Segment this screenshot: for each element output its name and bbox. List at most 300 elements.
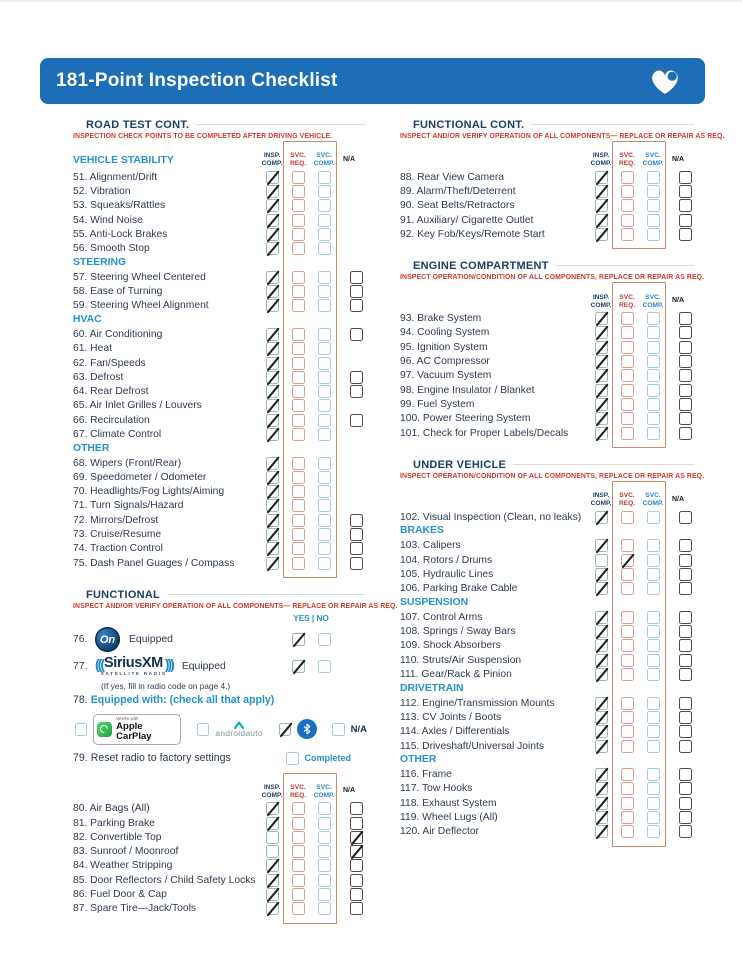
svc-req-checkbox[interactable]: [292, 428, 305, 441]
svc-req-checkbox[interactable]: [621, 582, 634, 595]
checklist-row: [73, 270, 367, 284]
svc-comp-checkbox[interactable]: [318, 845, 331, 858]
insp-comp-checkbox[interactable]: [266, 802, 279, 815]
svc-comp-checkbox[interactable]: [647, 611, 660, 624]
svc-comp-checkbox[interactable]: [318, 171, 331, 184]
svc-req-checkbox[interactable]: [292, 185, 305, 198]
insp-comp-checkbox[interactable]: [595, 171, 608, 184]
svc-comp-checkbox[interactable]: [318, 328, 331, 341]
insp-comp-checkbox[interactable]: [595, 412, 608, 425]
svc-req-checkbox[interactable]: [621, 398, 634, 411]
svc-req-checkbox[interactable]: [292, 485, 305, 498]
insp-comp-checkbox[interactable]: [595, 625, 608, 638]
insp-comp-checkbox[interactable]: [266, 874, 279, 887]
insp-comp-checkbox[interactable]: [266, 514, 279, 527]
svc-comp-checkbox[interactable]: [318, 357, 331, 370]
svc-req-checkbox[interactable]: [292, 371, 305, 384]
insp-comp-checkbox[interactable]: [595, 797, 608, 810]
cell-req: [285, 385, 311, 398]
cell-comp: [311, 285, 337, 298]
insp-comp-checkbox[interactable]: [595, 740, 608, 753]
na-checkbox[interactable]: [679, 511, 692, 524]
svc-comp-checkbox[interactable]: [647, 725, 660, 738]
insp-comp-checkbox[interactable]: [266, 888, 279, 901]
svc-req-checkbox[interactable]: [292, 357, 305, 370]
item-label: 61. Heat: [73, 343, 112, 355]
svc-req-checkbox[interactable]: [621, 199, 634, 212]
insp-comp-checkbox[interactable]: [266, 528, 279, 541]
na-checkbox[interactable]: [350, 831, 363, 844]
svc-req-checkbox[interactable]: [292, 831, 305, 844]
svc-req-checkbox[interactable]: [292, 399, 305, 412]
na-checkbox[interactable]: [679, 398, 692, 411]
svc-comp-checkbox[interactable]: [647, 384, 660, 397]
insp-comp-checkbox[interactable]: [266, 271, 279, 284]
equipment-options-row: [75, 714, 367, 745]
svc-req-checkbox[interactable]: [621, 511, 634, 524]
svc-comp-checkbox[interactable]: [318, 831, 331, 844]
na-checkbox[interactable]: [350, 874, 363, 887]
na-checkbox[interactable]: [679, 639, 692, 652]
svc-comp-checkbox[interactable]: [318, 414, 331, 427]
na-checkbox[interactable]: [679, 711, 692, 724]
insp-comp-checkbox[interactable]: [266, 171, 279, 184]
svc-comp-checkbox[interactable]: [647, 639, 660, 652]
insp-comp-checkbox[interactable]: [595, 398, 608, 411]
cell-na: [666, 711, 696, 724]
insp-comp-checkbox[interactable]: [266, 371, 279, 384]
svc-comp-checkbox[interactable]: [647, 185, 660, 198]
na-checkbox[interactable]: [350, 845, 363, 858]
cell-insp: [259, 457, 285, 470]
cell-comp: [311, 485, 337, 498]
cell-na: [337, 285, 367, 298]
item-label: 73. Cruise/Resume: [73, 529, 162, 541]
checklist-row: [73, 170, 367, 184]
svc-comp-checkbox[interactable]: [647, 214, 660, 227]
svc-req-checkbox[interactable]: [621, 740, 634, 753]
insp-comp-checkbox[interactable]: [595, 639, 608, 652]
svc-comp-checkbox[interactable]: [647, 697, 660, 710]
na-checkbox[interactable]: [679, 811, 692, 824]
column-header-insp: INSP. COMP.: [590, 293, 612, 309]
na-checkbox[interactable]: [679, 825, 692, 838]
cell-na: [666, 825, 696, 838]
insp-comp-checkbox[interactable]: [595, 768, 608, 781]
svc-comp-checkbox[interactable]: [318, 874, 331, 887]
na-checkbox[interactable]: [679, 199, 692, 212]
svc-req-checkbox[interactable]: [621, 412, 634, 425]
svc-req-checkbox[interactable]: [621, 654, 634, 667]
na-checkbox[interactable]: [679, 782, 692, 795]
svc-req-checkbox[interactable]: [621, 797, 634, 810]
svc-comp-checkbox[interactable]: [647, 797, 660, 810]
insp-comp-checkbox[interactable]: [595, 654, 608, 667]
insp-comp-checkbox[interactable]: [595, 668, 608, 681]
svc-comp-checkbox[interactable]: [318, 371, 331, 384]
svc-comp-checkbox[interactable]: [647, 312, 660, 325]
svc-req-checkbox[interactable]: [292, 902, 305, 915]
svc-comp-checkbox[interactable]: [318, 514, 331, 527]
insp-comp-checkbox[interactable]: [266, 845, 279, 858]
svc-comp-checkbox[interactable]: [647, 228, 660, 241]
svc-req-checkbox[interactable]: [292, 888, 305, 901]
svc-comp-checkbox[interactable]: [647, 539, 660, 552]
svc-comp-checkbox[interactable]: [318, 185, 331, 198]
svc-req-checkbox[interactable]: [292, 342, 305, 355]
cell-req: [285, 299, 311, 312]
svc-comp-checkbox[interactable]: [647, 654, 660, 667]
svc-req-checkbox[interactable]: [292, 514, 305, 527]
checklist-row: [73, 184, 367, 198]
na-checkbox[interactable]: [350, 371, 363, 384]
na-checkbox[interactable]: [679, 668, 692, 681]
svc-comp-checkbox[interactable]: [318, 888, 331, 901]
svc-req-checkbox[interactable]: [621, 725, 634, 738]
svc-comp-checkbox[interactable]: [647, 341, 660, 354]
insp-comp-checkbox[interactable]: [595, 539, 608, 552]
na-checkbox[interactable]: [679, 355, 692, 368]
insp-comp-checkbox[interactable]: [266, 471, 279, 484]
svc-comp-checkbox[interactable]: [647, 171, 660, 184]
svc-comp-checkbox[interactable]: [318, 342, 331, 355]
cell-na: [666, 199, 696, 212]
insp-comp-checkbox[interactable]: [595, 511, 608, 524]
insp-comp-checkbox[interactable]: [266, 228, 279, 241]
checklist-row: [73, 299, 367, 313]
svc-comp-checkbox[interactable]: [318, 802, 331, 815]
na-checkbox[interactable]: [679, 341, 692, 354]
svc-req-checkbox[interactable]: [292, 542, 305, 555]
na-checkbox[interactable]: [679, 214, 692, 227]
na-checkbox[interactable]: [350, 528, 363, 541]
svc-comp-checkbox[interactable]: [318, 299, 331, 312]
insp-comp-checkbox[interactable]: [266, 342, 279, 355]
insp-comp-checkbox[interactable]: [266, 299, 279, 312]
insp-comp-checkbox[interactable]: [266, 557, 279, 570]
na-checkbox[interactable]: [350, 888, 363, 901]
svc-req-checkbox[interactable]: [292, 299, 305, 312]
cell-comp: [640, 554, 666, 567]
na-checkbox[interactable]: [679, 582, 692, 595]
svc-comp-checkbox[interactable]: [647, 825, 660, 838]
svc-comp-checkbox[interactable]: [647, 782, 660, 795]
svc-comp-checkbox[interactable]: [647, 355, 660, 368]
na-checkbox[interactable]: [350, 514, 363, 527]
insp-comp-checkbox[interactable]: [595, 825, 608, 838]
insp-comp-checkbox[interactable]: [595, 384, 608, 397]
section-subtitle: INSPECT OPERATION/CONDITION OF ALL COMPONENTS, REPLACE OR REPAIR AS REQ.: [400, 473, 705, 481]
na-checkbox[interactable]: [679, 654, 692, 667]
na-checkbox[interactable]: [679, 369, 692, 382]
na-checkbox[interactable]: [350, 414, 363, 427]
na-checkbox[interactable]: [679, 768, 692, 781]
svc-req-checkbox[interactable]: [292, 328, 305, 341]
svc-req-checkbox[interactable]: [292, 499, 305, 512]
svc-req-checkbox[interactable]: [292, 817, 305, 830]
svc-comp-checkbox[interactable]: [318, 214, 331, 227]
na-checkbox[interactable]: [679, 625, 692, 638]
insp-comp-checkbox[interactable]: [595, 697, 608, 710]
checklist-row: [400, 553, 696, 567]
insp-comp-checkbox[interactable]: [595, 199, 608, 212]
cell-req: [285, 888, 311, 901]
na-checkbox[interactable]: [679, 326, 692, 339]
insp-comp-checkbox[interactable]: [595, 582, 608, 595]
cell-na: [666, 611, 696, 624]
completed-label: Completed: [304, 753, 351, 764]
insp-comp-checkbox[interactable]: [266, 214, 279, 227]
yes-checkbox[interactable]: [292, 660, 305, 673]
insp-comp-checkbox[interactable]: [595, 611, 608, 624]
na-checkbox[interactable]: [350, 817, 363, 830]
svc-req-checkbox[interactable]: [621, 825, 634, 838]
svc-comp-checkbox[interactable]: [318, 242, 331, 255]
na-checkbox[interactable]: [679, 554, 692, 567]
svc-req-checkbox[interactable]: [292, 171, 305, 184]
svc-comp-checkbox[interactable]: [318, 457, 331, 470]
na-option-label: N/A: [350, 723, 367, 735]
svc-comp-checkbox[interactable]: [647, 582, 660, 595]
na-checkbox[interactable]: [350, 859, 363, 872]
na-checkbox[interactable]: [679, 740, 692, 753]
svc-req-checkbox[interactable]: [621, 228, 634, 241]
group-heading: SUSPENSION: [400, 596, 469, 608]
insp-comp-checkbox[interactable]: [266, 485, 279, 498]
na-checkbox[interactable]: [332, 723, 344, 736]
insp-comp-checkbox[interactable]: [595, 185, 608, 198]
svc-req-checkbox[interactable]: [292, 271, 305, 284]
svc-req-checkbox[interactable]: [621, 384, 634, 397]
engine-rows: [400, 283, 696, 448]
na-checkbox[interactable]: [679, 412, 692, 425]
column-header-insp: INSP. COMP.: [261, 152, 283, 168]
na-checkbox[interactable]: [679, 185, 692, 198]
svc-req-checkbox[interactable]: [621, 427, 634, 440]
svc-comp-checkbox[interactable]: [318, 385, 331, 398]
svc-comp-checkbox[interactable]: [318, 528, 331, 541]
svc-req-checkbox[interactable]: [621, 711, 634, 724]
na-checkbox[interactable]: [679, 171, 692, 184]
na-checkbox[interactable]: [350, 328, 363, 341]
svc-req-checkbox[interactable]: [621, 171, 634, 184]
na-checkbox[interactable]: [350, 299, 363, 312]
svc-comp-checkbox[interactable]: [318, 399, 331, 412]
svc-req-checkbox[interactable]: [292, 228, 305, 241]
no-checkbox[interactable]: [318, 633, 331, 646]
na-checkbox[interactable]: [350, 557, 363, 570]
insp-comp-checkbox[interactable]: [595, 341, 608, 354]
na-checkbox[interactable]: [350, 902, 363, 915]
cell-na: [666, 185, 696, 198]
insp-comp-checkbox[interactable]: [266, 859, 279, 872]
cell-comp: [311, 371, 337, 384]
svc-req-checkbox[interactable]: [621, 625, 634, 638]
svc-comp-checkbox[interactable]: [647, 740, 660, 753]
section-subtitle: INSPECT OPERATION/CONDITION OF ALL COMPONENTS, REPLACE OR REPAIR AS REQ.: [400, 274, 705, 282]
cell-req: [285, 342, 311, 355]
completed-checkbox[interactable]: [286, 752, 299, 765]
na-checkbox[interactable]: [679, 697, 692, 710]
insp-comp-checkbox[interactable]: [595, 711, 608, 724]
androidauto-checkbox[interactable]: [197, 723, 209, 736]
na-checkbox[interactable]: [679, 797, 692, 810]
checklist-row: [73, 241, 367, 255]
svc-req-checkbox[interactable]: [292, 199, 305, 212]
insp-comp-checkbox[interactable]: [266, 414, 279, 427]
svc-comp-checkbox[interactable]: [647, 625, 660, 638]
insp-comp-checkbox[interactable]: [266, 457, 279, 470]
svc-comp-checkbox[interactable]: [318, 542, 331, 555]
svc-comp-checkbox[interactable]: [647, 412, 660, 425]
insp-comp-checkbox[interactable]: [266, 902, 279, 915]
insp-comp-checkbox[interactable]: [595, 811, 608, 824]
svc-comp-checkbox[interactable]: [318, 902, 331, 915]
svc-req-checkbox[interactable]: [621, 639, 634, 652]
svc-comp-checkbox[interactable]: [318, 285, 331, 298]
svc-req-checkbox[interactable]: [621, 611, 634, 624]
svc-comp-checkbox[interactable]: [647, 326, 660, 339]
svc-comp-checkbox[interactable]: [647, 768, 660, 781]
svc-comp-checkbox[interactable]: [647, 398, 660, 411]
svc-comp-checkbox[interactable]: [318, 485, 331, 498]
insp-comp-checkbox[interactable]: [595, 326, 608, 339]
svc-req-checkbox[interactable]: [292, 557, 305, 570]
svc-req-checkbox[interactable]: [621, 782, 634, 795]
svc-comp-checkbox[interactable]: [647, 668, 660, 681]
insp-comp-checkbox[interactable]: [266, 499, 279, 512]
svc-req-checkbox[interactable]: [292, 528, 305, 541]
svc-req-checkbox[interactable]: [621, 568, 634, 581]
svc-comp-checkbox[interactable]: [647, 199, 660, 212]
insp-comp-checkbox[interactable]: [266, 285, 279, 298]
na-checkbox[interactable]: [679, 568, 692, 581]
insp-comp-checkbox[interactable]: [266, 385, 279, 398]
na-checkbox[interactable]: [679, 228, 692, 241]
svc-req-checkbox[interactable]: [292, 414, 305, 427]
insp-comp-checkbox[interactable]: [595, 427, 608, 440]
na-checkbox[interactable]: [679, 539, 692, 552]
svc-req-checkbox[interactable]: [621, 312, 634, 325]
svc-comp-checkbox[interactable]: [647, 511, 660, 524]
cell-insp: [259, 299, 285, 312]
insp-comp-checkbox[interactable]: [266, 399, 279, 412]
svc-comp-checkbox[interactable]: [647, 427, 660, 440]
svc-comp-checkbox[interactable]: [318, 817, 331, 830]
checklist-row: [73, 370, 367, 384]
insp-comp-checkbox[interactable]: [595, 369, 608, 382]
svc-comp-checkbox[interactable]: [647, 811, 660, 824]
svc-req-checkbox[interactable]: [621, 341, 634, 354]
svc-req-checkbox[interactable]: [621, 697, 634, 710]
yes-checkbox[interactable]: [292, 633, 305, 646]
carplay-checkbox[interactable]: [75, 723, 87, 736]
svc-req-checkbox[interactable]: [292, 242, 305, 255]
cell-req: [614, 412, 640, 425]
svc-comp-checkbox[interactable]: [318, 859, 331, 872]
cell-req: [285, 199, 311, 212]
insp-comp-checkbox[interactable]: [595, 214, 608, 227]
svc-comp-checkbox[interactable]: [318, 557, 331, 570]
svc-comp-checkbox[interactable]: [318, 228, 331, 241]
insp-comp-checkbox[interactable]: [595, 782, 608, 795]
svc-req-checkbox[interactable]: [292, 385, 305, 398]
svc-req-checkbox[interactable]: [621, 554, 634, 567]
insp-comp-checkbox[interactable]: [595, 312, 608, 325]
column-header-comp: SVC. COMP.: [642, 152, 664, 168]
svc-req-checkbox[interactable]: [292, 845, 305, 858]
svc-comp-checkbox[interactable]: [318, 199, 331, 212]
insp-comp-checkbox[interactable]: [266, 831, 279, 844]
insp-comp-checkbox[interactable]: [595, 228, 608, 241]
insp-comp-checkbox[interactable]: [595, 355, 608, 368]
svc-req-checkbox[interactable]: [621, 355, 634, 368]
svc-comp-checkbox[interactable]: [318, 499, 331, 512]
insp-comp-checkbox[interactable]: [266, 542, 279, 555]
svc-req-checkbox[interactable]: [621, 539, 634, 552]
svc-req-checkbox[interactable]: [292, 859, 305, 872]
svc-req-checkbox[interactable]: [621, 185, 634, 198]
na-checkbox[interactable]: [679, 611, 692, 624]
na-checkbox[interactable]: [350, 802, 363, 815]
svc-comp-checkbox[interactable]: [318, 271, 331, 284]
insp-comp-checkbox[interactable]: [595, 568, 608, 581]
cell-req: [285, 831, 311, 844]
item-label: 88. Rear View Camera: [400, 171, 504, 183]
insp-comp-checkbox[interactable]: [266, 357, 279, 370]
svc-req-checkbox[interactable]: [621, 668, 634, 681]
na-checkbox[interactable]: [350, 385, 363, 398]
svc-comp-checkbox[interactable]: [647, 568, 660, 581]
na-checkbox[interactable]: [679, 312, 692, 325]
na-checkbox[interactable]: [679, 384, 692, 397]
svc-req-checkbox[interactable]: [621, 214, 634, 227]
na-checkbox[interactable]: [350, 542, 363, 555]
svc-req-checkbox[interactable]: [292, 874, 305, 887]
insp-comp-checkbox[interactable]: [266, 428, 279, 441]
na-checkbox[interactable]: [350, 271, 363, 284]
svc-comp-checkbox[interactable]: [318, 471, 331, 484]
insp-comp-checkbox[interactable]: [266, 242, 279, 255]
bluetooth-checkbox[interactable]: [279, 723, 291, 736]
insp-comp-checkbox[interactable]: [266, 817, 279, 830]
insp-comp-checkbox[interactable]: [266, 328, 279, 341]
svc-comp-checkbox[interactable]: [318, 428, 331, 441]
svc-req-checkbox[interactable]: [292, 457, 305, 470]
no-checkbox[interactable]: [318, 660, 331, 673]
svc-comp-checkbox[interactable]: [647, 554, 660, 567]
svc-req-checkbox[interactable]: [621, 811, 634, 824]
onstar-row: [73, 627, 367, 652]
svc-req-checkbox[interactable]: [621, 768, 634, 781]
svc-req-checkbox[interactable]: [292, 285, 305, 298]
svc-req-checkbox[interactable]: [292, 214, 305, 227]
svc-req-checkbox[interactable]: [292, 802, 305, 815]
svc-comp-checkbox[interactable]: [647, 711, 660, 724]
insp-comp-checkbox[interactable]: [266, 185, 279, 198]
na-checkbox[interactable]: [350, 285, 363, 298]
na-checkbox[interactable]: [679, 427, 692, 440]
svc-comp-checkbox[interactable]: [647, 369, 660, 382]
svc-req-checkbox[interactable]: [621, 326, 634, 339]
svc-req-checkbox[interactable]: [621, 369, 634, 382]
svc-req-checkbox[interactable]: [292, 471, 305, 484]
insp-comp-checkbox[interactable]: [266, 199, 279, 212]
insp-comp-checkbox[interactable]: [595, 725, 608, 738]
na-checkbox[interactable]: [679, 725, 692, 738]
cell-insp: [588, 654, 614, 667]
insp-comp-checkbox[interactable]: [595, 554, 608, 567]
